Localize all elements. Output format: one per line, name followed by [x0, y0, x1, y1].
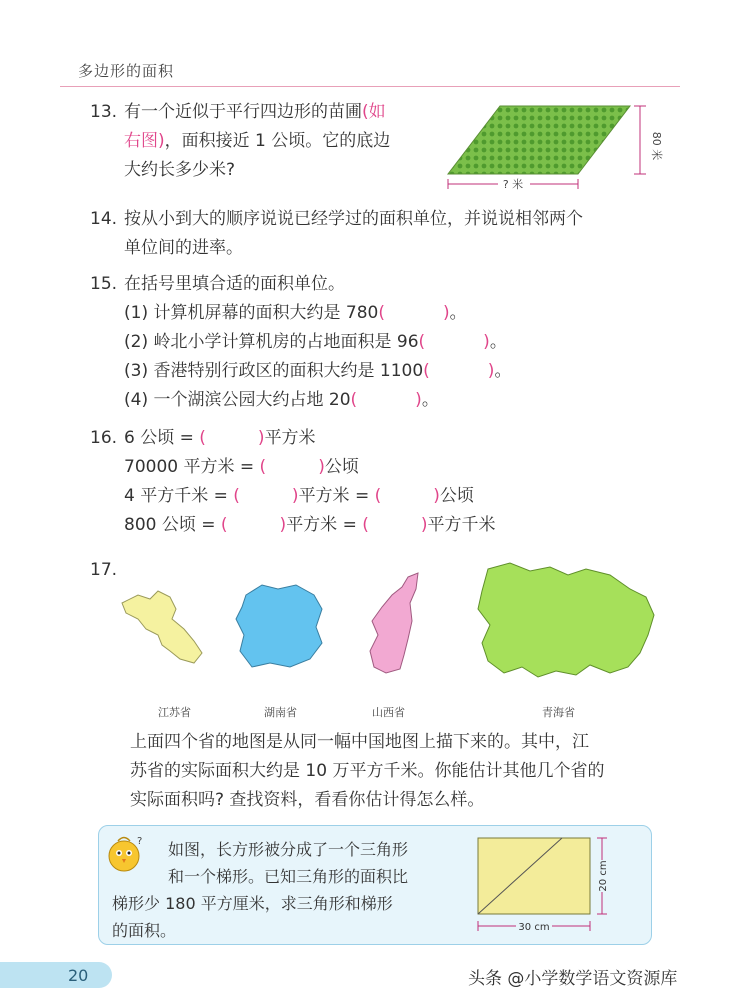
question-number: 14. [90, 209, 118, 229]
rectangle-figure [470, 830, 620, 938]
qinghai-province-map [478, 563, 654, 677]
map-label-shanxi: 山西省 [372, 706, 405, 719]
jiangsu-province-map [122, 591, 202, 663]
province-maps [110, 555, 670, 690]
fill-blank-item: (4) 一个湖滨公园大约占地 20( )。 [124, 390, 439, 410]
map-label-qinghai: 青海省 [542, 706, 575, 719]
question-14: 14. 按从小到大的顺序说说已经学过的面积单位，并说说相邻两个 单位间的进率。 [90, 205, 583, 263]
parallelogram-field-figure [440, 98, 670, 198]
map-label-hunan: 湖南省 [264, 706, 297, 719]
question-17-text: 上面四个省的地图是从同一幅中国地图上描下来的。其中，江 苏省的实际面积大约是 10 万平方千米。你能估计其他几个省的 实际面积吗? 查找资料，看看你估计得怎么样。 [130, 732, 605, 810]
parallelogram-field [448, 106, 630, 174]
height-label: 80 米 [650, 131, 663, 161]
watermark: 头条 @小学数学语文资源库 [468, 969, 678, 989]
divided-rectangle [478, 838, 590, 914]
question-number: 13. [90, 102, 118, 122]
fill-blank-item: (1) 计算机屏幕的面积大约是 780( )。 [124, 303, 467, 323]
map-label-jiangsu: 江苏省 [158, 706, 191, 719]
height-label: 20 cm [598, 860, 609, 892]
question-15: 15. 在括号里填合适的面积单位。 (1) 计算机屏幕的面积大约是 780( )。 (2) 岭北小学计算机房的占地面积是 96( )。 (3) 香港特别行政区的面积大约是 1100( )。 (4) 一个湖滨公园大约占地 20( )。 [90, 270, 511, 415]
page-number-tab [0, 962, 112, 988]
question-13: 13. 有一个近似于平行四边形的苗圃(如 右图)，面积接近 1 公顷。它的底边 大约长多少米? [90, 98, 430, 185]
section-title: 多边形的面积 [78, 62, 175, 80]
page-number: 20 [68, 966, 89, 985]
base-label: ? 米 [502, 178, 524, 191]
width-label: 30 cm [518, 922, 550, 933]
challenge-text: 如图，长方形被分成了一个三角形 和一个梯形。已知三角形的面积比 梯形少 180 平方厘米，求三角形和梯形 的面积。 [112, 840, 409, 940]
question-16: 16. 6 公顷 = ( )平方米 70000 平方米 = ( )公顷 4 平方千米 = ( )平方米 = ( )公顷 800 公顷 = ( )平方米 = ( )平方千米 [90, 424, 496, 540]
fill-blank-item: (2) 岭北小学计算机房的占地面积是 96( )。 [124, 332, 507, 352]
hunan-province-map [236, 585, 322, 667]
shanxi-province-map [370, 573, 418, 673]
svg-text:?: ? [137, 836, 143, 847]
question-number: 15. [90, 274, 118, 294]
question-17-number: 17. [90, 560, 118, 580]
question-number: 16. [90, 428, 118, 448]
fill-blank-item: (3) 香港特别行政区的面积大约是 1100( )。 [124, 361, 512, 381]
header-divider [60, 86, 680, 87]
